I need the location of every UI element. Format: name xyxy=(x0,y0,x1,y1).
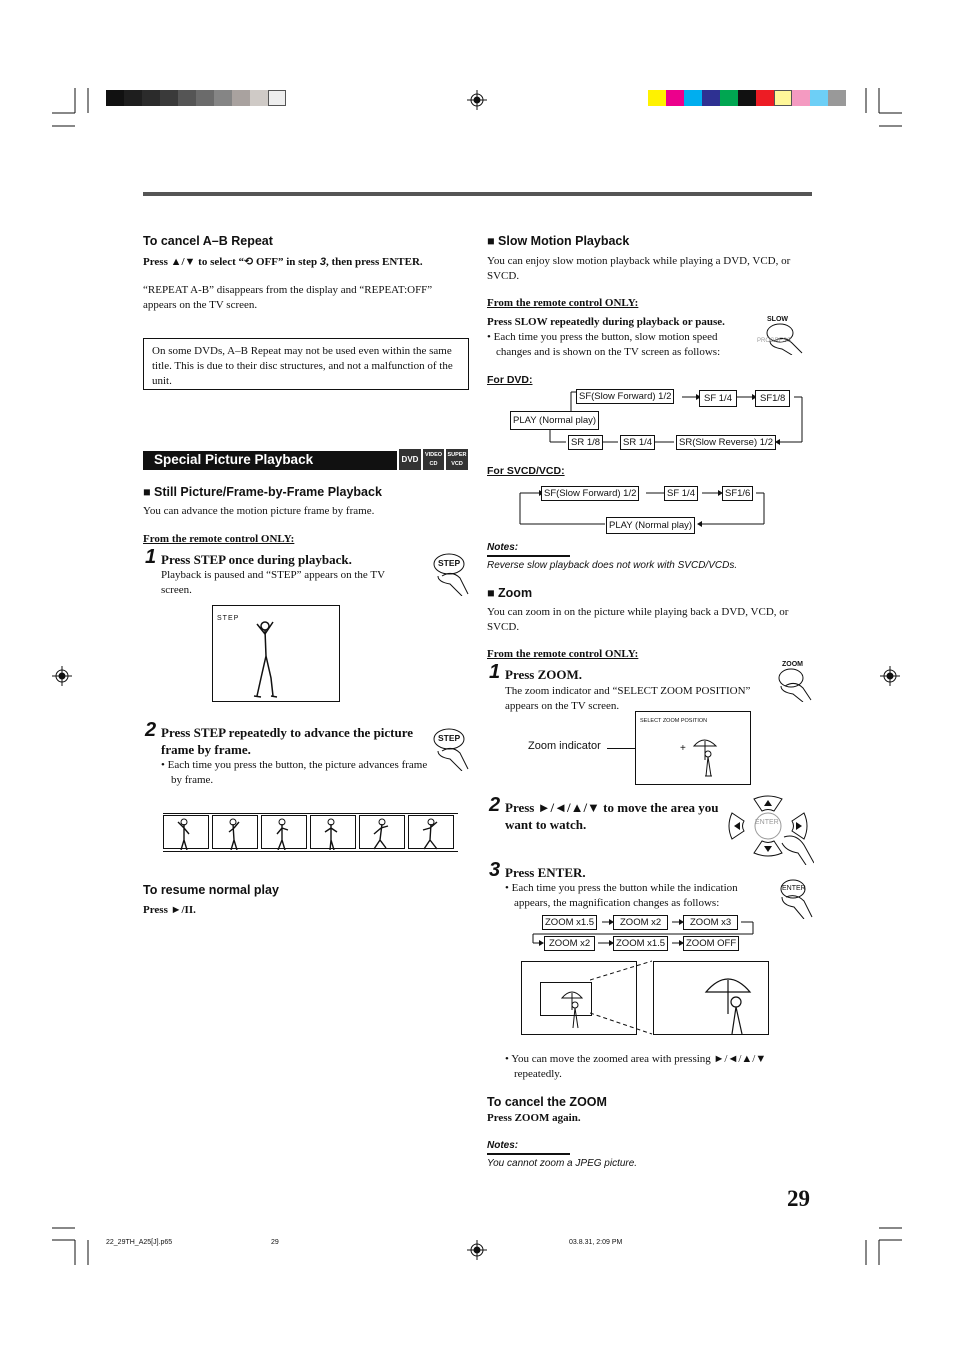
cancel-zoom-text: Press ZOOM again. xyxy=(487,1112,581,1124)
zoom-seq-off: ZOOM OFF xyxy=(683,936,739,951)
zoom-title: ■ Zoom xyxy=(487,586,533,600)
swatch xyxy=(666,90,684,106)
repeat-icon: ⟲ xyxy=(244,255,254,268)
svcd-play: PLAY (Normal play) xyxy=(606,517,695,534)
swatch xyxy=(810,90,828,106)
dvd-sf14: SF 1/4 xyxy=(699,390,737,407)
enter-button-icon: ENTER xyxy=(776,877,816,924)
footer-file: 22_29TH_A25[J].p65 xyxy=(106,1239,173,1246)
swatch xyxy=(738,90,756,106)
slow-bullet: • Each time you press the button, slow motion speed changes and is shown on the TV screen as follows: xyxy=(487,331,721,358)
resume-text: Press ►/II. xyxy=(143,904,196,916)
swatch xyxy=(142,90,160,106)
slow-title: ■ Slow Motion Playback xyxy=(487,234,630,248)
dvd-badge: DVD xyxy=(399,449,421,470)
zoom-after-screen xyxy=(653,961,769,1035)
step-screen: STEP xyxy=(212,605,340,702)
zoom-move-bullet: • You can move the zoomed area with pressing ►/◄/▲/▼ repeatedly. xyxy=(505,1053,767,1080)
slow-notes-title: Notes: xyxy=(487,542,519,553)
swatch xyxy=(720,90,738,106)
step-button-icon: STEP xyxy=(432,552,472,601)
step2-title: Press STEP repeatedly to advance the picture frame by frame. xyxy=(161,725,414,757)
step1-desc: Playback is paused and “STEP” appears on the TV screen. xyxy=(161,569,385,596)
dvd-sf18: SF1/8 xyxy=(755,390,790,407)
cursor-pad-icon: ENTER xyxy=(724,793,814,870)
resume-title: To resume normal play xyxy=(143,883,279,897)
dancer-figure xyxy=(249,616,289,701)
svcd-label: For SVCD/VCD: xyxy=(487,465,565,477)
swatch xyxy=(684,90,702,106)
zoom-screen: SELECT ZOOM POSITION + xyxy=(635,711,751,785)
cancel-ab-desc: “REPEAT A-B” disappears from the display and “REPEAT:OFF” appears on the TV screen. xyxy=(143,284,433,311)
step2-bullet: • Each time you press the button, the picture advances frame by frame. xyxy=(161,759,428,786)
step-number: 2 xyxy=(489,794,501,816)
slow-notes-text: Reverse slow playback does not work with SVCD/VCDs. xyxy=(487,560,738,571)
step-button-icon-2: STEP xyxy=(432,727,472,776)
dvd-sf12: SF(Slow Forward) 1/2 xyxy=(576,389,674,404)
zoom-step1-title: Press ZOOM. xyxy=(505,667,583,682)
notes-rule xyxy=(487,1153,570,1155)
swatch xyxy=(160,90,178,106)
section-title: Special Picture Playback xyxy=(154,452,314,467)
svcd-sf12: SF(Slow Forward) 1/2 xyxy=(541,486,639,501)
svcd-badge: SUPER VCD xyxy=(446,449,468,470)
cancel-zoom-title: To cancel the ZOOM xyxy=(487,1095,607,1109)
zoom-desc: You can zoom in on the picture while playing back a DVD, VCD, or SVCD. xyxy=(487,606,789,633)
section-bar xyxy=(143,451,397,470)
swatch xyxy=(828,90,846,106)
zoom-step3-title: Press ENTER. xyxy=(505,865,586,880)
zoom-notes-text: You cannot zoom a JPEG picture. xyxy=(487,1158,638,1169)
step-number: 1 xyxy=(145,546,157,568)
color-calibration-bar xyxy=(648,90,846,106)
header-rule xyxy=(143,192,812,196)
swatch xyxy=(702,90,720,106)
still-desc: You can advance the motion picture frame by frame. xyxy=(143,505,375,517)
zoom-step2-title: Press ►/◄/▲/▼ to move the area you want to watch. xyxy=(505,800,719,832)
umbrella-figure xyxy=(692,736,720,782)
dvd-sr12: SR(Slow Reverse) 1/2 xyxy=(676,435,776,450)
step-number: 1 xyxy=(489,661,501,683)
swatch xyxy=(196,90,214,106)
swatch xyxy=(268,90,286,106)
dvd-sr14: SR 1/4 xyxy=(620,435,655,450)
step1-title: Press STEP once during playback. xyxy=(161,552,352,567)
step-number: 2 xyxy=(145,719,157,741)
gray-calibration-bar xyxy=(106,90,286,106)
step-number: 3 xyxy=(489,859,501,881)
zoom-seq-x2: ZOOM x2 xyxy=(613,915,668,930)
swatch xyxy=(214,90,232,106)
notes-rule xyxy=(487,555,570,557)
notice-box: On some DVDs, A–B Repeat may not be used even within the same title. This is due to their disc structures, and not a malfunction of the unit. xyxy=(143,338,469,390)
frame-strip xyxy=(163,813,458,852)
footer-date: 03.8.31, 2:09 PM xyxy=(569,1239,623,1246)
zoom-crosshair: + xyxy=(680,743,686,754)
still-title: ■ Still Picture/Frame-by-Frame Playback xyxy=(143,485,382,499)
swatch xyxy=(648,90,666,106)
frame-thumbnail xyxy=(359,815,405,849)
frame-thumbnail xyxy=(408,815,454,849)
zoom-step1-desc: The zoom indicator and “SELECT ZOOM POSITION” appears on the TV screen. xyxy=(505,685,751,712)
slow-remote-only: From the remote control ONLY: xyxy=(487,297,639,309)
slow-desc: You can enjoy slow motion playback while playing a DVD, VCD, or SVCD. xyxy=(487,255,791,282)
swatch xyxy=(792,90,810,106)
footer-page: 29 xyxy=(271,1239,279,1246)
dvd-label: For DVD: xyxy=(487,374,533,386)
svcd-sf16: SF1/6 xyxy=(722,486,753,501)
zoom-indicator-label: Zoom indicator xyxy=(528,740,601,752)
frame-thumbnail xyxy=(163,815,209,849)
swatch xyxy=(756,90,774,106)
still-remote-only: From the remote control ONLY: xyxy=(143,533,295,545)
dvd-sr18: SR 1/8 xyxy=(568,435,603,450)
swatch xyxy=(106,90,124,106)
swatch xyxy=(178,90,196,106)
swatch xyxy=(232,90,250,106)
frame-thumbnail xyxy=(310,815,356,849)
swatch xyxy=(124,90,142,106)
zoom-seq-x15b: ZOOM x1.5 xyxy=(613,936,668,951)
cancel-ab-instruction: Press ▲/▼ to select “⟲ OFF” in step 3, then press ENTER. xyxy=(143,255,423,268)
slow-button-icon: SLOW PROGRESS xyxy=(760,315,808,360)
zoom-seq-x3: ZOOM x3 xyxy=(683,915,738,930)
dvd-play: PLAY (Normal play) xyxy=(510,411,599,430)
slow-instruction: Press SLOW repeatedly during playback or pause. xyxy=(487,316,725,328)
cancel-ab-title: To cancel A–B Repeat xyxy=(143,234,273,248)
swatch xyxy=(250,90,268,106)
zoom-remote-only: From the remote control ONLY: xyxy=(487,648,639,660)
page-number: 29 xyxy=(787,1186,810,1211)
zoom-seq-x15: ZOOM x1.5 xyxy=(542,915,597,930)
frame-thumbnail xyxy=(261,815,307,849)
zoom-notes-title: Notes: xyxy=(487,1140,519,1151)
zoom-seq-x2b: ZOOM x2 xyxy=(544,936,595,951)
svcd-sf14: SF 1/4 xyxy=(664,486,698,501)
vcd-badge: VIDEO CD xyxy=(423,449,444,470)
swatch xyxy=(774,90,792,106)
zoom-button-icon: ZOOM xyxy=(775,660,815,707)
zoom-step3-bullet: • Each time you press the button while the indication appears, the magnification changes as follows: xyxy=(505,882,738,909)
frame-thumbnail xyxy=(212,815,258,849)
